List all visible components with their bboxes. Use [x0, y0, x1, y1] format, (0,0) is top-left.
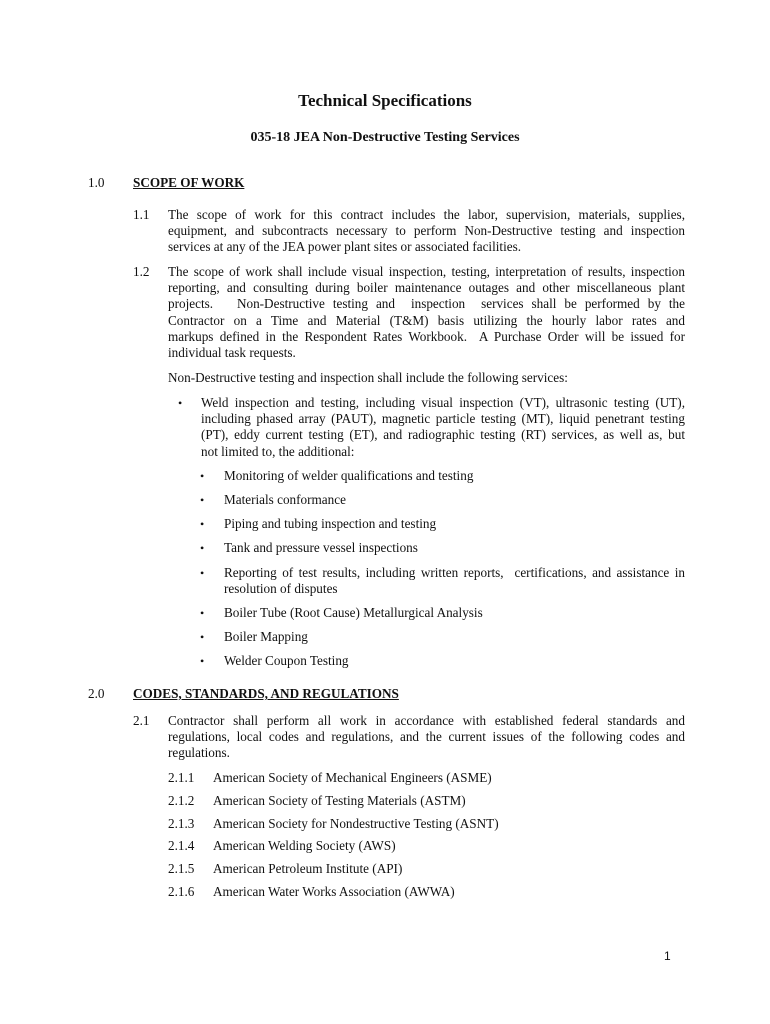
sub-bullet-icon: •	[200, 541, 205, 555]
section-heading: SCOPE OF WORK	[133, 175, 245, 190]
paragraph-2-1	[168, 713, 685, 762]
sub-list-item: Boiler Mapping	[224, 629, 308, 644]
paragraph-line: (PT), eddy current testing (ET), and radiographic testing (RT) services, as well as, but	[201, 427, 685, 443]
item-number: 2.1	[133, 713, 150, 728]
section-number: 1.0	[88, 175, 105, 190]
code-number: 2.1.6	[168, 884, 195, 899]
paragraph-line: including phased array (PAUT), magnetic particle testing (MT), liquid penetrant testing	[201, 411, 685, 427]
sub-list-item: Materials conformance	[224, 492, 346, 507]
section-number: 2.0	[88, 686, 105, 701]
sub-list-item: Monitoring of welder qualifications and testing	[224, 468, 474, 483]
sub-bullet-icon: •	[200, 469, 205, 483]
code-name: American Society of Mechanical Engineers (ASME)	[213, 770, 492, 785]
code-name: American Water Works Association (AWWA)	[213, 884, 455, 899]
sub-list-item	[224, 565, 685, 597]
code-name: American Society for Nondestructive Testing (ASNT)	[213, 816, 499, 831]
sub-bullet-icon: •	[200, 630, 205, 644]
code-name: American Society of Testing Materials (ASTM)	[213, 793, 466, 808]
paragraph-line: reporting, and consulting during boiler maintenance outages and other miscellaneous plant	[168, 280, 685, 296]
paragraph-line: markups defined in the Respondent Rates Workbook. A Purchase Order will be issued for	[168, 328, 685, 344]
code-number: 2.1.1	[168, 770, 195, 785]
sub-list-item: Boiler Tube (Root Cause) Metallurgical Analysis	[224, 605, 483, 620]
paragraph-line: equipment, and subcontracts necessary to perform Non-Destructive testing and inspection	[168, 223, 685, 239]
paragraph-line: Contractor on a Time and Material (T&M) basis utilizing the hourly labor rates and	[168, 312, 685, 328]
sub-bullet-icon: •	[200, 517, 205, 531]
document-title: Technical Specifications	[298, 91, 472, 110]
sub-list-item: Welder Coupon Testing	[224, 653, 349, 668]
code-name: American Welding Society (AWS)	[213, 838, 396, 853]
paragraph-line: regulations.	[168, 745, 230, 761]
paragraph-line: projects. Non-Destructive testing and inspection services shall be performed by the	[168, 296, 685, 312]
bullet-paragraph	[201, 395, 685, 460]
paragraph-line: not limited to, the additional:	[201, 443, 355, 459]
section-heading: CODES, STANDARDS, AND REGULATIONS	[133, 686, 399, 701]
code-name: American Petroleum Institute (API)	[213, 861, 403, 876]
item-number: 1.1	[133, 207, 150, 222]
paragraph-line: regulations, local codes and regulations, and the current issues of the following codes and	[168, 729, 685, 745]
paragraph-line: Contractor shall perform all work in accordance with established federal standards and	[168, 713, 685, 728]
item-number: 1.2	[133, 264, 150, 279]
page-number: 1	[664, 949, 671, 963]
paragraph-1-1	[168, 207, 685, 256]
bullet-icon: •	[178, 396, 183, 410]
code-number: 2.1.4	[168, 838, 195, 853]
code-number: 2.1.3	[168, 816, 195, 831]
services-intro: Non-Destructive testing and inspection shall include the following services:	[168, 370, 568, 385]
paragraph-line: The scope of work shall include visual inspection, testing, interpretation of results, inspection	[168, 264, 685, 279]
paragraph-line: The scope of work for this contract includes the labor, supervision, materials, supplies,	[168, 207, 685, 222]
code-number: 2.1.2	[168, 793, 195, 808]
sub-list-item: Tank and pressure vessel inspections	[224, 540, 418, 555]
sub-bullet-icon: •	[200, 654, 205, 668]
sub-bullet-icon: •	[200, 566, 205, 580]
sub-list-item: Piping and tubing inspection and testing	[224, 516, 437, 531]
paragraph-line: resolution of disputes	[224, 581, 338, 597]
paragraph-1-2	[168, 264, 685, 361]
paragraph-line: services at any of the JEA power plant sites or associated facilities.	[168, 239, 522, 255]
paragraph-line: Weld inspection and testing, including visual inspection (VT), ultrasonic testing (UT),	[201, 395, 685, 410]
document-subtitle: 035-18 JEA Non-Destructive Testing Services	[250, 130, 520, 145]
sub-bullet-icon: •	[200, 493, 205, 507]
sub-bullet-icon: •	[200, 606, 205, 620]
paragraph-line: Reporting of test results, including written reports, certifications, and assistance in	[224, 565, 685, 580]
code-number: 2.1.5	[168, 861, 195, 876]
paragraph-line: individual task requests.	[168, 345, 296, 361]
